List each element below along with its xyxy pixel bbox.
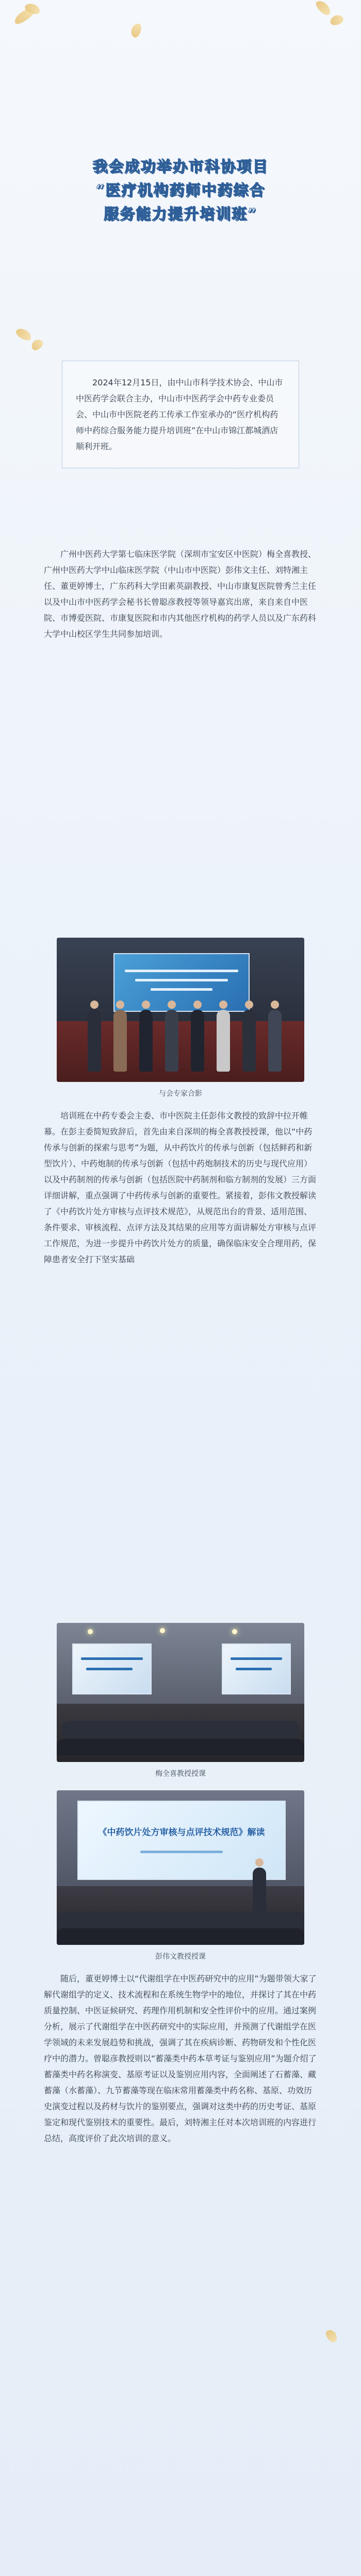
leaf-decoration-icon <box>129 22 143 39</box>
intro-box <box>62 361 299 468</box>
caption-group-photo: 与会专家合影 <box>159 1090 202 1098</box>
leaf-decoration-icon <box>29 337 45 352</box>
leaf-decoration-icon <box>329 13 345 27</box>
paragraph-text: 随后，董更婷博士以“代谢组学在中医药研究中的应用”为题带领大家了解代谢组学的定义、技术流程和在系统生物学中的地位，并探讨了其在中药质量控制、中医证候研究、药理作用机制和安全性评价中的应用。通过案例分析，展示了代谢组学在中医药研究中的实际应用，并预测了代谢组学在医学领域的未来发展趋势和挑战，强调了其在疾病诊断、药物研发和个性化医疗中的潜力。曾聪彦教授则以“蓄藻类中药本草考证与鉴别应用”为题介绍了蓄藻类中药名称演变、基原考证以及鉴别应用内容，全面阐述了石蓄藻、藏蓄藻（水蓄藻）、九节蓄藻等现在临床常用蓄藻类中药名称、基原、功效历史演变过程以及药材与饮片的鉴别要点，强调对这类中药的历史考证、基原鉴定和现代鉴别技术的重要性。最后，刘特湘主任对本次培训班的内容进行总结，高度评价了此次培训的意义。 <box>44 1974 317 2143</box>
slide-title: 《中药饮片处方审核与点评技术规范》解读 <box>98 1827 265 1838</box>
photo-lecture-peng <box>57 1790 304 1945</box>
leaf-decoration-icon <box>314 0 333 17</box>
title-line-1: 我会成功举办市科协项目 <box>92 158 269 175</box>
paragraph-lectures-2 <box>44 1971 317 2146</box>
intro-text: 2024年12月15日，由中山市科学技术协会、中山市中医药学会联合主办，中山市中医药学会中药专业委员会、中山市中医院老药工传承工作室承办的“医疗机构药师中药综合服务能力提升培训班”在中山市锦江都城酒店顺利开班。 <box>76 378 283 451</box>
photo-lecture-mei <box>57 1623 304 1762</box>
paragraph-attendees <box>44 546 317 642</box>
leaf-decoration-icon <box>14 326 34 343</box>
leaf-decoration-icon <box>324 2328 339 2344</box>
paragraph-text: 培训班在中药专委会主委、市中医院主任彭伟文教授的致辞中拉开帷幕。在彭主委简短致辞后，首先由来自深圳的梅全喜教授授课，他以“中药传承与创新的探索与思考”为题，从中药饮片的传承与创新（包括鲜药和新型饮片）、中药炮制的传承与创新（包括中药炮制技术的历史与现代应用）以及中药制剂的传承与创新（包括医院中药制剂和临方制剂的发展）三方面详细讲解，重点强调了中药传承与创新的重要性。紧接着，彭伟文教授解读了《中药饮片处方审核与点评技术规范》，从规范出台的背景、适用范围、条件要求、审核流程、点评方法及其结果的应用等方面讲解处方审核与点评工作规范，为进一步提升中药饮片处方的质量，确保临床安全合理用药，保障患者安全打下坚实基础 <box>44 1111 317 1264</box>
title-line-2: “医疗机构药师中药综合 <box>95 181 266 199</box>
caption-lecture-mei: 梅全喜教授授课 <box>155 1770 206 1778</box>
title-line-3: 服务能力提升培训班” <box>104 205 257 223</box>
caption-lecture-peng: 彭伟文教授授课 <box>155 1953 206 1961</box>
article-title <box>52 155 309 226</box>
photo-group <box>57 938 304 1082</box>
paragraph-text: 广州中医药大学第七临床医学院（深圳市宝安区中医院）梅全喜教授、广州中医药大学中山临床医学院（中山市中医院）彭伟文主任、刘特湘主任、董更婷博士，广东药科大学田素英副教授、中山市康复医院曾秀兰主任以及中山市中医药学会秘书长曾聪彦教授等领导嘉宾出席，来自来自中医院、市博爱医院、市康复医院和市内其他医疗机构的药学人员以及广东药科大学中山校区学生共同参加培训。 <box>44 549 317 639</box>
paragraph-lectures-1 <box>44 1108 317 1267</box>
